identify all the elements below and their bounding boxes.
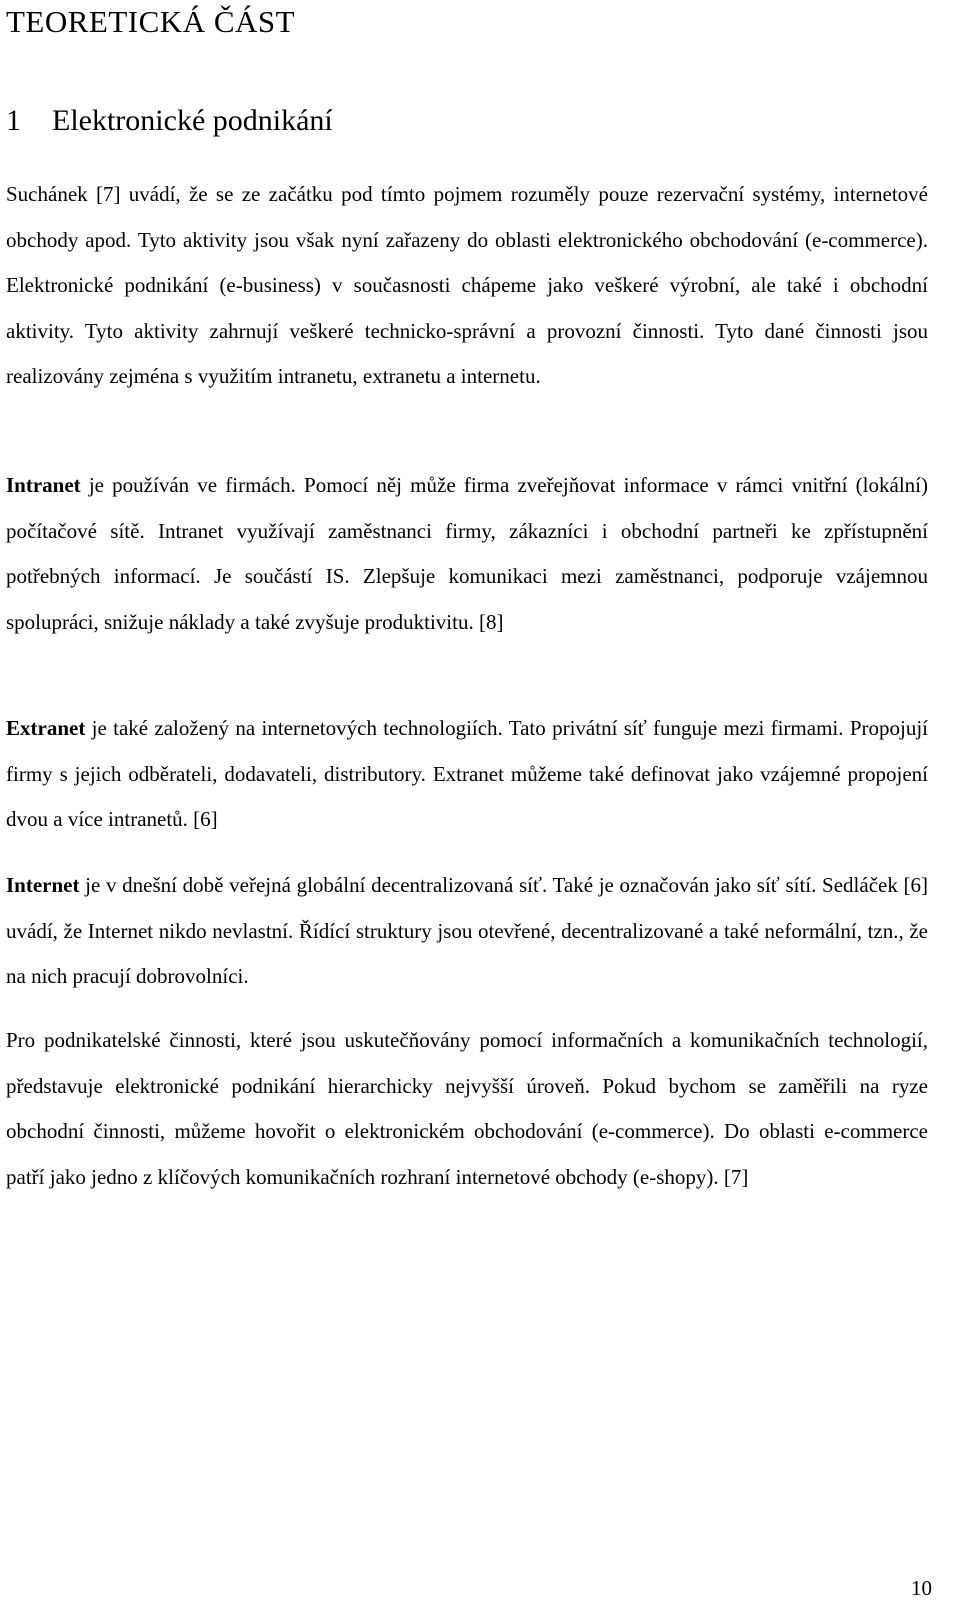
- paragraph-text: je také založený na internetových technologiích. Tato privátní síť funguje mezi firmami. Propojují firmy s jejich odběrateli, dodavateli, distributory. Extranet můžeme také definovat jako vzájemné propojení dvou a více intranetů. [6]: [6, 716, 928, 831]
- term-intranet: Intranet: [6, 473, 81, 497]
- term-extranet: Extranet: [6, 716, 86, 740]
- paragraph-internet: [6, 863, 928, 1000]
- page-number: 10: [911, 1576, 932, 1600]
- paragraph-intranet: [6, 463, 928, 645]
- chapter-title: Elektronické podnikání: [52, 104, 333, 137]
- paragraph-text: Pro podnikatelské činnosti, které jsou uskutečňovány pomocí informačních a komunikačních technologií, představuje elektronické podnikání hierarchicky nejvyšší úroveň. Pokud bychom se zaměřili na ryze obchodní činnosti, můžeme hovořit o elektronickém obchodování (e-commerce). Do oblasti e-commerce patří jako jedno z klíčových komunikačních rozhraní internetové obchody (e-shopy). [7]: [6, 1028, 928, 1189]
- paragraph-text: Suchánek [7] uvádí, že se ze začátku pod tímto pojmem rozuměly pouze rezervační systémy, internetové obchody apod. Tyto aktivity jsou však nyní zařazeny do oblasti elektronického obchodování (e-commerce). Elektronické podnikání (e-business) v současnosti chápeme jako veškeré výrobní, ale také i obchodní aktivity. Tyto aktivity zahrnují veškeré technicko-správní a provozní činnosti. Tyto dané činnosti jsou realizovány zejména s využitím intranetu, extranetu a internetu.: [6, 182, 928, 388]
- paragraph-intro: [6, 172, 928, 400]
- paragraph-extranet: [6, 706, 928, 843]
- term-internet: Internet: [6, 873, 80, 897]
- chapter-number: 1: [6, 104, 21, 137]
- part-title: TEORETICKÁ ČÁST: [6, 4, 296, 39]
- paragraph-text: je v dnešní době veřejná globální decentralizovaná síť. Také je označován jako síť sítí. Sedláček [6] uvádí, že Internet nikdo nevlastní. Řídící struktury jsou otevřené, decentralizované a také neformální, tzn., že na nich pracují dobrovolníci.: [6, 873, 928, 988]
- paragraph-text: je používán ve firmách. Pomocí něj může firma zveřejňovat informace v rámci vnitřní (lokální) počítačové sítě. Intranet využívají zaměstnanci firmy, zákazníci i obchodní partneři ke zpřístupnění potřebných informací. Je součástí IS. Zlepšuje komunikaci mezi zaměstnanci, podporuje vzájemnou spolupráci, snižuje náklady a také zvyšuje produktivitu. [8]: [6, 473, 928, 634]
- paragraph-e-business-hierarchy: [6, 1018, 928, 1200]
- chapter-heading: [6, 103, 333, 139]
